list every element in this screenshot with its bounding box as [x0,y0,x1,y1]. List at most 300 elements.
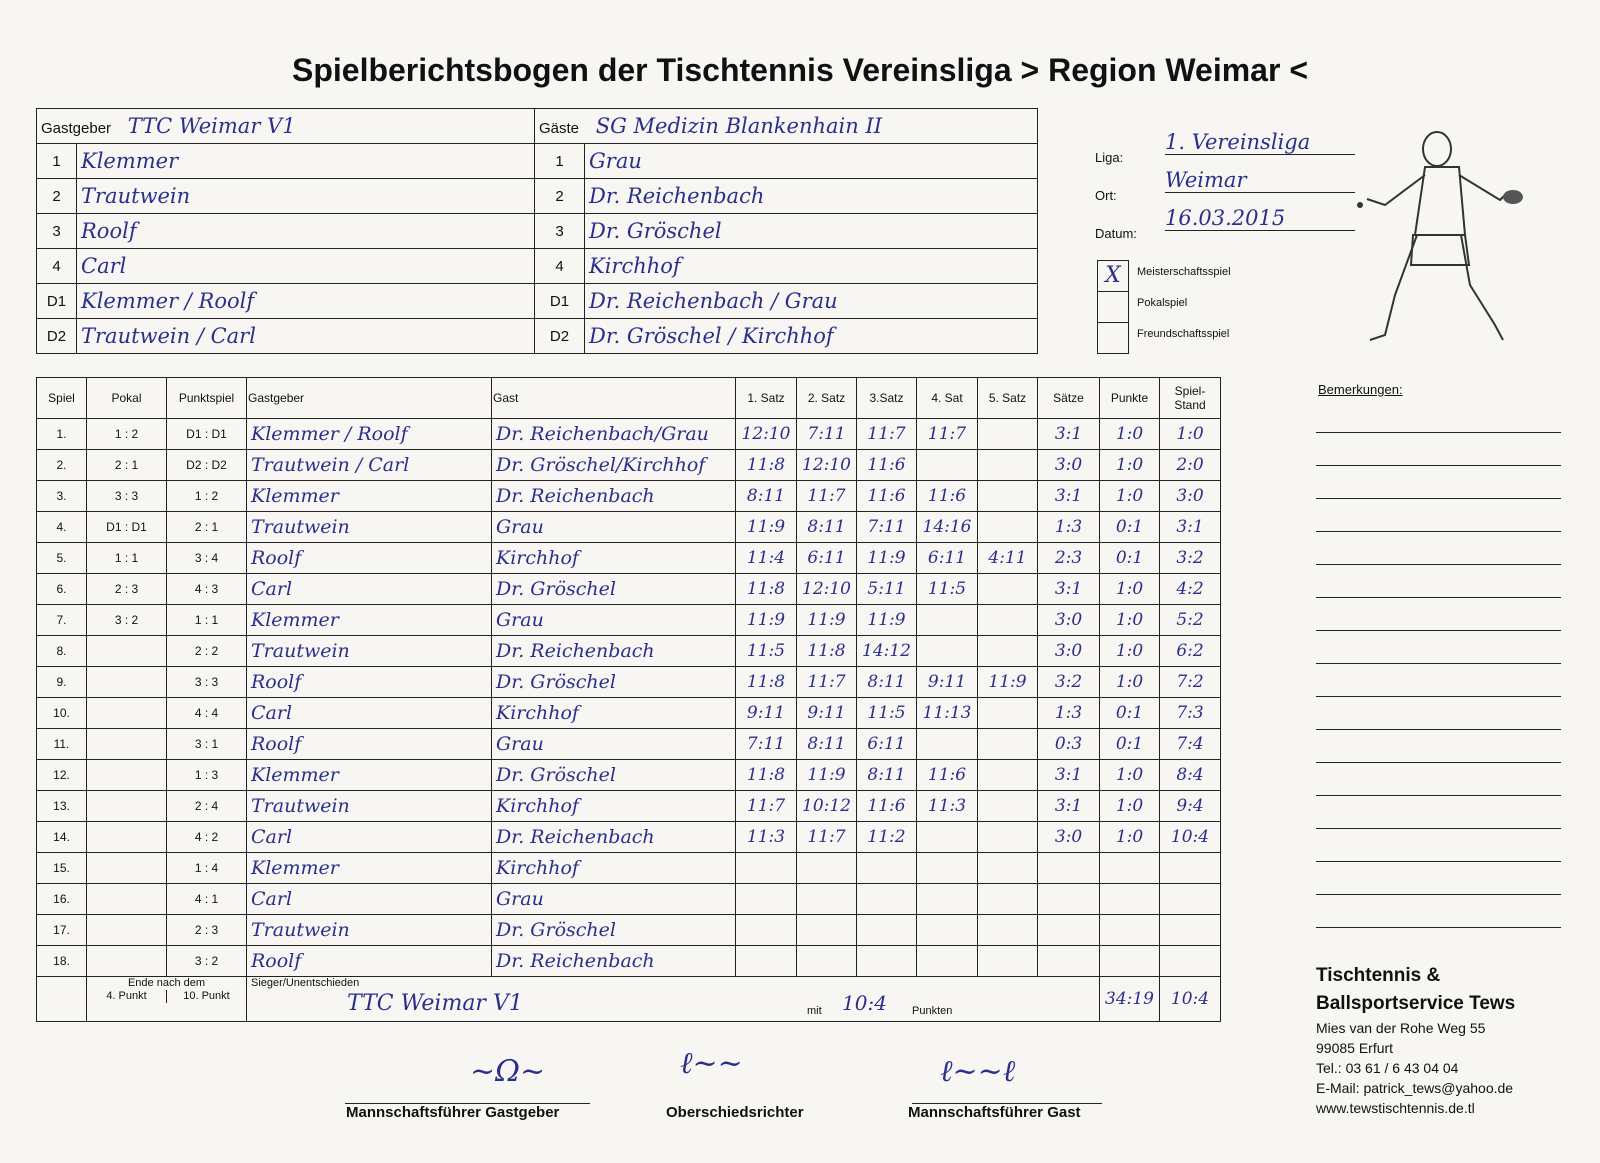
spiel-stand: 3:1 [1160,512,1221,543]
punkte-result: 0:1 [1100,729,1160,760]
home-player: Trautwein / Carl [247,450,492,481]
satz-4 [917,946,978,977]
home-player: Roolf [247,543,492,574]
pokal-pairing [87,729,167,760]
pokal-pairing [87,667,167,698]
mit-label: mit [807,1005,822,1017]
punkte-result: 1:0 [1100,481,1160,512]
game-number: 10. [37,698,87,729]
spiel-stand [1160,915,1221,946]
punkte-result: 1:0 [1100,791,1160,822]
saetze-result: 3:0 [1038,822,1100,853]
spiel-stand: 6:2 [1160,636,1221,667]
punkte-result: 1:0 [1100,667,1160,698]
player-row [37,214,1038,249]
guest-player: Kirchhof [492,853,736,884]
guest-player: Kirchhof [492,791,736,822]
remark-line [1316,828,1561,829]
home-team-cell [37,109,535,144]
saetze-result: 3:1 [1038,574,1100,605]
guest-player: Dr. Reichenbach/Grau [492,419,736,450]
punkte-result: 1:0 [1100,760,1160,791]
home-player-number: D2 [37,319,77,354]
guest-player-number: D1 [535,284,585,319]
home-player: Roolf [247,667,492,698]
table-row [37,605,1221,636]
home-player-number: 2 [37,179,77,214]
satz-5 [978,853,1038,884]
punktspiel-pairing: 3 : 1 [167,729,247,760]
home-player-name: Carl [77,249,535,284]
punkte-result: 1:0 [1100,822,1160,853]
home-player-number: 3 [37,214,77,249]
liga-field [1095,130,1311,165]
satz-3: 7:11 [857,512,917,543]
punkte-result: 1:0 [1100,450,1160,481]
satz-1: 11:4 [736,543,797,574]
spiel-stand: 10:4 [1160,822,1221,853]
satz-3: 11:7 [857,419,917,450]
table-row [37,915,1221,946]
satz-1: 11:9 [736,605,797,636]
punkte-result: 0:1 [1100,512,1160,543]
satz-1: 11:3 [736,822,797,853]
satz-5 [978,605,1038,636]
header-punkte: Punkte [1100,378,1160,419]
table-row [37,791,1221,822]
punkte-result: 0:1 [1100,698,1160,729]
saetze-result [1038,915,1100,946]
company-name-1: Tischtennis & [1316,965,1441,986]
page-title: Spielberichtsbogen der Tischtennis Vereinsliga > Region Weimar < [291,52,1308,88]
table-row [37,822,1221,853]
home-player-number: D1 [37,284,77,319]
company-name-2: Ballsportservice Tews [1316,993,1516,1014]
saetze-result: 3:1 [1038,481,1100,512]
satz-5 [978,915,1038,946]
punktspiel-pairing: 2 : 2 [167,636,247,667]
guest-team-cell [535,109,1038,144]
game-number: 16. [37,884,87,915]
punkten-label: Punkten [912,1005,953,1017]
remarks-label: Bemerkungen: [1318,382,1403,397]
datum-label: Datum: [1095,226,1137,241]
ort-field [1095,168,1247,203]
punktspiel-pairing: 2 : 4 [167,791,247,822]
satz-5 [978,884,1038,915]
saetze-result: 3:0 [1038,605,1100,636]
player-row [37,319,1038,354]
company-tel: Tel.: 03 61 / 6 43 04 04 [1316,1060,1459,1076]
remark-line [1316,564,1561,565]
satz-5 [978,729,1038,760]
guest-player-number: 2 [535,179,585,214]
satz-1: 7:11 [736,729,797,760]
header-satz-1: 1. Satz [736,378,797,419]
pokal-pairing [87,853,167,884]
satz-5 [978,946,1038,977]
guest-player-name: Grau [585,144,1038,179]
guest-player: Dr. Gröschel [492,915,736,946]
guest-captain-signature-image: ℓ~~ℓ [940,1054,1016,1089]
home-player: Carl [247,698,492,729]
satz-4: 11:13 [917,698,978,729]
remark-line [1316,465,1561,466]
pokal-pairing: 2 : 3 [87,574,167,605]
satz-1: 9:11 [736,698,797,729]
label-meisterschaft: Meisterschaftsspiel [1137,266,1231,278]
spiel-stand: 8:4 [1160,760,1221,791]
table-row [37,481,1221,512]
guest-player: Kirchhof [492,698,736,729]
satz-3: 11:2 [857,822,917,853]
satz-5 [978,760,1038,791]
satz-1: 11:7 [736,791,797,822]
guest-captain-label: Mannschaftsführer Gast [908,1104,1081,1121]
game-number: 4. [37,512,87,543]
header-punktspiel: Punktspiel [167,378,247,419]
satz-5 [978,822,1038,853]
punkte-result [1100,915,1160,946]
game-number: 18. [37,946,87,977]
saetze-result: 3:0 [1038,636,1100,667]
ort-label: Ort: [1095,188,1117,203]
satz-1 [736,853,797,884]
game-number: 8. [37,636,87,667]
pokal-pairing [87,760,167,791]
saetze-result: 3:0 [1038,450,1100,481]
satz-4 [917,636,978,667]
guest-label: Gäste [539,120,580,137]
home-player: Carl [247,884,492,915]
spiel-stand: 2:0 [1160,450,1221,481]
satz-3: 6:11 [857,729,917,760]
home-player: Trautwein [247,512,492,543]
satz-4 [917,884,978,915]
guest-player-name: Dr. Gröschel / Kirchhof [585,319,1038,354]
satz-2 [797,946,857,977]
satz-1 [736,915,797,946]
satz-2 [797,853,857,884]
satz-3 [857,946,917,977]
satz-2: 11:7 [797,481,857,512]
saetze-result: 3:2 [1038,667,1100,698]
guest-player: Dr. Gröschel/Kirchhof [492,450,736,481]
table-row [37,760,1221,791]
label-freundschaft: Freundschaftsspiel [1137,328,1230,340]
spiel-stand [1160,884,1221,915]
satz-3: 11:6 [857,791,917,822]
saetze-result: 2:3 [1038,543,1100,574]
header-spiel-stand: Spiel-Stand [1160,378,1221,419]
saetze-result: 1:3 [1038,512,1100,543]
table-tennis-player-illustration [1355,125,1525,350]
footer-ende [87,977,247,1022]
satz-5 [978,636,1038,667]
guest-player-name: Dr. Reichenbach [585,179,1038,214]
satz-2: 11:7 [797,822,857,853]
datum-value: 16.03.2015 [1165,206,1355,231]
guest-player-number: 1 [535,144,585,179]
game-number: 5. [37,543,87,574]
satz-2: 11:9 [797,760,857,791]
company-web[interactable]: www.tewstischtennis.de.tl [1316,1100,1475,1116]
home-player: Klemmer / Roolf [247,419,492,450]
satz-2: 8:11 [797,729,857,760]
guest-player: Dr. Reichenbach [492,822,736,853]
table-row [37,512,1221,543]
guest-player: Grau [492,729,736,760]
remark-line [1316,762,1561,763]
punktspiel-pairing: 2 : 3 [167,915,247,946]
satz-4 [917,729,978,760]
game-number: 1. [37,419,87,450]
saetze-result: 3:1 [1038,791,1100,822]
home-player: Roolf [247,729,492,760]
ort-value: Weimar [1165,168,1355,193]
punktspiel-pairing: 3 : 2 [167,946,247,977]
guest-player-name: Dr. Gröschel [585,214,1038,249]
punkte-result: 1:0 [1100,636,1160,667]
punkte-result [1100,853,1160,884]
satz-5 [978,791,1038,822]
satz-1 [736,946,797,977]
game-number: 11. [37,729,87,760]
satz-4: 9:11 [917,667,978,698]
spiel-stand: 1:0 [1160,419,1221,450]
satz-2: 10:12 [797,791,857,822]
table-row [37,884,1221,915]
satz-4 [917,915,978,946]
pokal-pairing [87,822,167,853]
satz-2: 11:8 [797,636,857,667]
game-number: 12. [37,760,87,791]
punkte-result: 1:0 [1100,574,1160,605]
home-player-number: 4 [37,249,77,284]
saetze-result: 3:1 [1038,760,1100,791]
remark-line [1316,432,1561,433]
home-captain-signature-image: ~Ω~ [470,1054,546,1089]
header-satz-4: 4. Sat [917,378,978,419]
header-satz-3: 3.Satz [857,378,917,419]
game-number: 7. [37,605,87,636]
header-satz-5: 5. Satz [978,378,1038,419]
footer-ende-label: Ende nach dem [127,977,206,989]
punkte-result: 0:1 [1100,543,1160,574]
table-row [37,574,1221,605]
satz-4: 11:7 [917,419,978,450]
guest-player: Dr. Gröschel [492,760,736,791]
saetze-result: 3:1 [1038,419,1100,450]
datum-field [1095,206,1286,241]
games-table [36,377,1221,1022]
punkte-result: 1:0 [1100,419,1160,450]
satz-5: 4:11 [978,543,1038,574]
satz-2 [797,884,857,915]
guest-player: Kirchhof [492,543,736,574]
guest-player-number: 4 [535,249,585,284]
punktspiel-pairing: D2 : D2 [167,450,247,481]
liga-value: 1. Vereinsliga [1165,130,1355,155]
satz-5 [978,450,1038,481]
satz-1: 11:9 [736,512,797,543]
satz-1: 11:8 [736,450,797,481]
satz-4: 11:5 [917,574,978,605]
satz-3: 5:11 [857,574,917,605]
saetze-result [1038,853,1100,884]
table-row [37,946,1221,977]
home-player-name: Klemmer [77,144,535,179]
company-email[interactable]: E-Mail: patrick_tews@yahoo.de [1316,1080,1514,1096]
satz-4 [917,822,978,853]
satz-4 [917,853,978,884]
referee-label: Oberschiedsrichter [666,1104,804,1121]
table-row [37,667,1221,698]
satz-3: 11:5 [857,698,917,729]
satz-5 [978,574,1038,605]
home-player-name: Trautwein [77,179,535,214]
satz-2: 6:11 [797,543,857,574]
satz-2: 12:10 [797,574,857,605]
checkbox-pokal[interactable] [1097,291,1129,323]
pokal-pairing [87,884,167,915]
home-player-name: Trautwein / Carl [77,319,535,354]
header-gastgeber: Gastgeber [247,378,492,419]
punktspiel-pairing: 1 : 2 [167,481,247,512]
player-row [37,179,1038,214]
home-player: Carl [247,822,492,853]
spiel-stand: 7:2 [1160,667,1221,698]
satz-2: 7:11 [797,419,857,450]
satz-3: 8:11 [857,760,917,791]
game-number: 2. [37,450,87,481]
liga-label: Liga: [1095,150,1124,165]
punktspiel-pairing: 4 : 2 [167,822,247,853]
satz-4: 6:11 [917,543,978,574]
remark-line [1316,630,1561,631]
spiel-stand [1160,946,1221,977]
satz-3 [857,915,917,946]
spiel-stand: 3:2 [1160,543,1221,574]
table-row [37,729,1221,760]
punkte-result [1100,884,1160,915]
satz-2: 11:7 [797,667,857,698]
mit-value: 10:4 [842,991,887,1015]
home-label: Gastgeber [41,120,112,137]
spiel-stand: 3:0 [1160,481,1221,512]
team-table [36,108,1038,354]
header-saetze: Sätze [1038,378,1100,419]
punktspiel-pairing: 3 : 4 [167,543,247,574]
punkte-result: 1:0 [1100,605,1160,636]
pokal-pairing [87,946,167,977]
guest-player: Grau [492,605,736,636]
punkte-total: 10:4 [1160,977,1221,1022]
game-number: 14. [37,822,87,853]
pokal-pairing: 3 : 2 [87,605,167,636]
satz-1: 12:10 [736,419,797,450]
saetze-result: 0:3 [1038,729,1100,760]
punktspiel-pairing: 4 : 1 [167,884,247,915]
game-number: 13. [37,791,87,822]
saetze-result [1038,946,1100,977]
remark-line [1316,531,1561,532]
remark-line [1316,696,1561,697]
satz-3: 11:6 [857,481,917,512]
checkbox-meisterschaft[interactable]: X [1097,260,1129,292]
header-satz-2: 2. Satz [797,378,857,419]
guest-player: Dr. Reichenbach [492,636,736,667]
checkbox-freundschaft[interactable] [1097,322,1129,354]
home-player-name: Klemmer / Roolf [77,284,535,319]
game-number: 3. [37,481,87,512]
punktspiel-pairing: 1 : 4 [167,853,247,884]
spiel-stand: 4:2 [1160,574,1221,605]
table-row [37,698,1221,729]
guest-team: SG Medizin Blankenhain II [595,114,883,138]
punktspiel-pairing: 2 : 1 [167,512,247,543]
table-row [37,419,1221,450]
pokal-pairing [87,636,167,667]
pokal-pairing: D1 : D1 [87,512,167,543]
satz-3 [857,853,917,884]
guest-player: Grau [492,884,736,915]
remark-line [1316,498,1561,499]
company-city: 99085 Erfurt [1316,1040,1394,1056]
satz-3: 14:12 [857,636,917,667]
remark-line [1316,894,1561,895]
satz-1: 11:8 [736,667,797,698]
label-pokal: Pokalspiel [1137,297,1188,309]
referee-signature-image: ℓ~~ [680,1046,743,1081]
remark-line [1316,861,1561,862]
home-player: Trautwein [247,791,492,822]
table-row [37,450,1221,481]
pokal-pairing [87,915,167,946]
saetze-total: 34:19 [1100,977,1160,1022]
pokal-pairing: 3 : 3 [87,481,167,512]
guest-player-name: Dr. Reichenbach / Grau [585,284,1038,319]
home-player: Trautwein [247,636,492,667]
satz-4: 11:3 [917,791,978,822]
pokal-pairing: 1 : 2 [87,419,167,450]
punktspiel-pairing: 4 : 4 [167,698,247,729]
satz-4 [917,450,978,481]
satz-3: 11:6 [857,450,917,481]
game-number: 17. [37,915,87,946]
home-player: Klemmer [247,760,492,791]
footer-sieger [247,977,1100,1022]
home-player-number: 1 [37,144,77,179]
guest-player-name: Kirchhof [585,249,1038,284]
pokal-pairing: 1 : 1 [87,543,167,574]
player-row [37,284,1038,319]
satz-3: 8:11 [857,667,917,698]
spiel-stand: 7:3 [1160,698,1221,729]
guest-player-number: D2 [535,319,585,354]
table-row [37,636,1221,667]
sieger-value: TTC Weimar V1 [347,991,523,1016]
game-number: 15. [37,853,87,884]
spiel-stand [1160,853,1221,884]
home-player: Klemmer [247,853,492,884]
remark-line [1316,795,1561,796]
satz-1 [736,884,797,915]
satz-3: 11:9 [857,605,917,636]
satz-4 [917,605,978,636]
home-team: TTC Weimar V1 [127,114,296,138]
home-player: Trautwein [247,915,492,946]
